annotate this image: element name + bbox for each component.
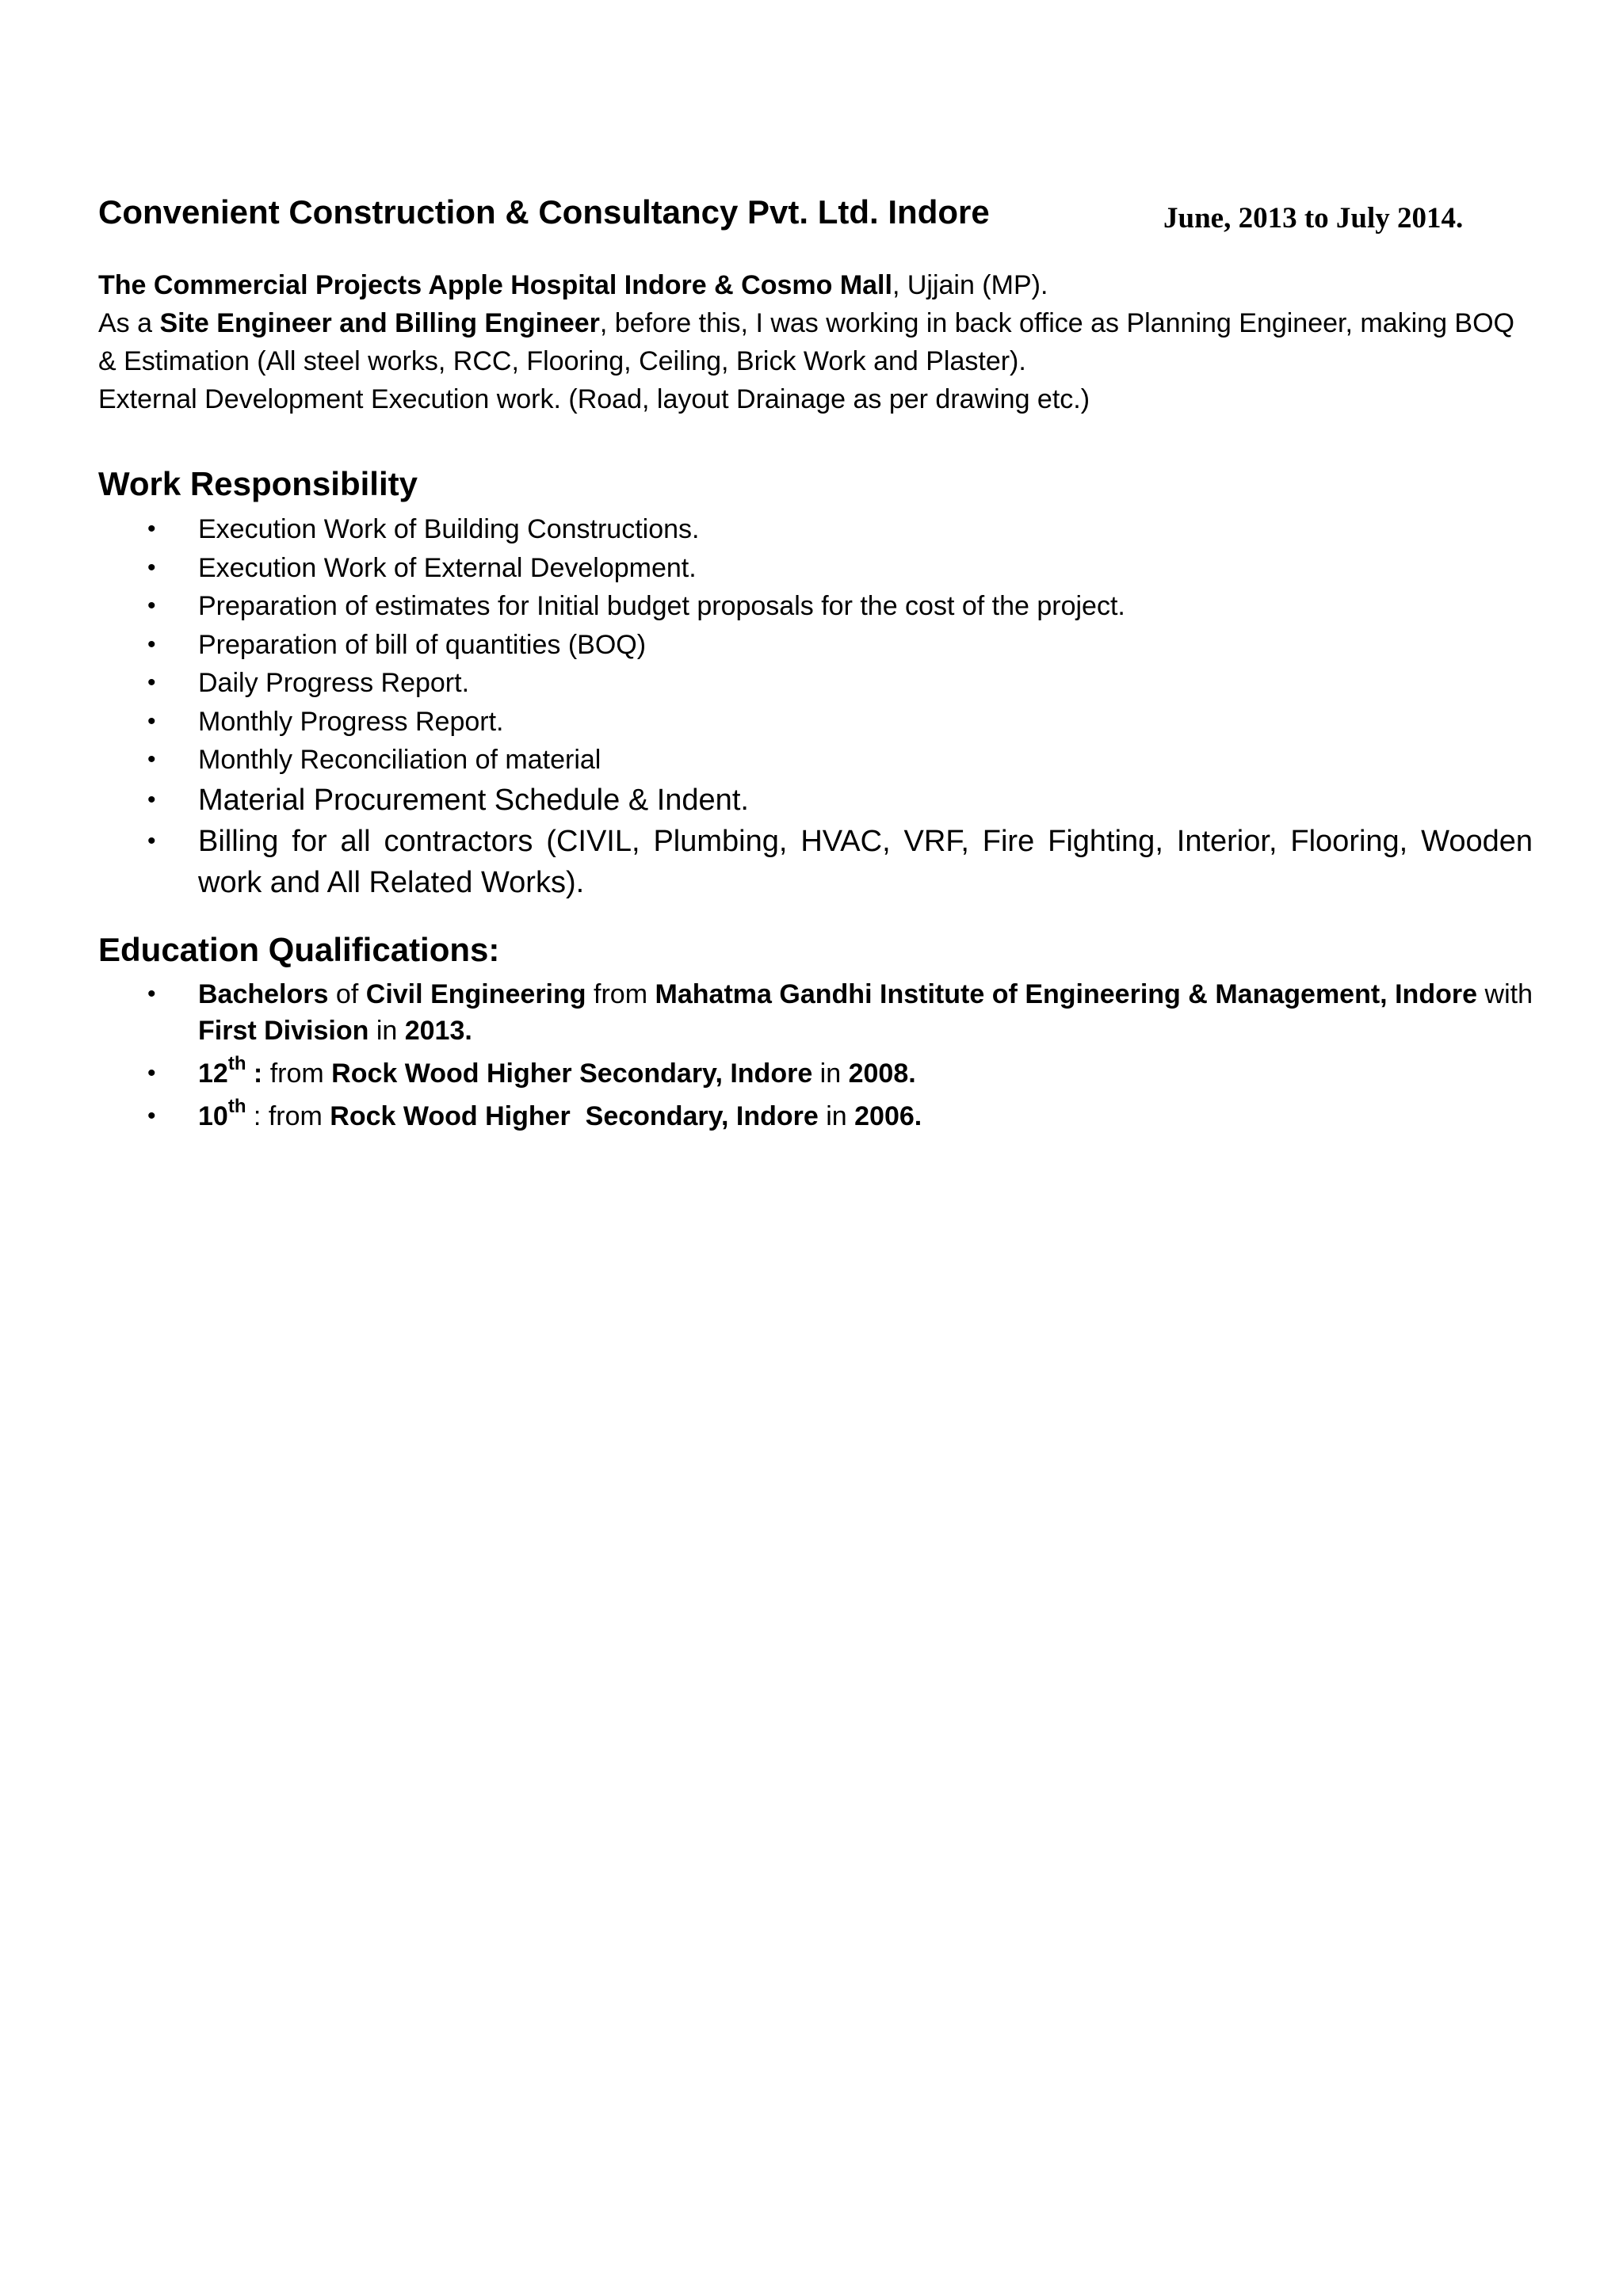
bullet-icon: • xyxy=(147,981,156,1007)
list-item-text: Daily Progress Report. xyxy=(198,668,470,698)
bullet-icon: • xyxy=(147,707,156,734)
education-item-twelfth xyxy=(98,1052,1533,1092)
bullet-icon: • xyxy=(147,827,156,854)
grade-year: 2008. xyxy=(848,1058,916,1089)
bullet-icon: • xyxy=(147,554,156,581)
role-description: , before this, I was working in back office as Planning Engineer, making BOQ & Estimation (All steel works, RCC, Flooring, Ceiling, Brick Work and Plaster). xyxy=(98,308,1514,376)
bullet-icon: • xyxy=(147,631,156,658)
degree-year: 2013. xyxy=(404,1016,472,1046)
text: in xyxy=(812,1058,849,1089)
list-item xyxy=(98,821,1533,903)
company-heading: Convenient Construction & Consultancy Pvt. Ltd. Indore xyxy=(98,193,990,231)
list-item xyxy=(98,587,1533,626)
grade-number: 12 xyxy=(198,1058,228,1089)
project-name: The Commercial Projects Apple Hospital Indore & Cosmo Mall xyxy=(98,270,892,300)
list-item-text: Material Procurement Schedule & Indent. xyxy=(198,783,749,817)
list-item-text: Monthly Reconciliation of material xyxy=(198,745,601,775)
school-name: Rock Wood Higher Secondary, Indore xyxy=(331,1058,813,1089)
degree-name: Bachelors xyxy=(198,979,329,1009)
text: in xyxy=(369,1016,405,1046)
text: from xyxy=(262,1058,332,1089)
text: with xyxy=(1477,979,1533,1009)
list-item xyxy=(98,703,1533,742)
external-development-line: External Development Execution work. (Road, layout Drainage as per drawing etc.) xyxy=(98,384,1090,414)
text: from xyxy=(586,979,655,1009)
role-prefix: As a xyxy=(98,308,160,338)
division: First Division xyxy=(198,1016,369,1046)
grade-suffix: th xyxy=(227,1052,246,1074)
bullet-icon: • xyxy=(147,786,156,813)
role-title: Site Engineer and Billing Engineer xyxy=(159,308,600,338)
grade-suffix: th xyxy=(227,1095,246,1117)
grade-year: 2006. xyxy=(854,1101,922,1131)
degree-field: Civil Engineering xyxy=(365,979,586,1009)
education-list xyxy=(98,976,1533,1141)
list-item xyxy=(98,626,1533,665)
school-name: Rock Wood Higher Secondary, Indore xyxy=(330,1101,819,1131)
list-item-text: Preparation of bill of quantities (BOQ) xyxy=(198,629,647,660)
bullet-icon: • xyxy=(147,1060,156,1086)
project-intro xyxy=(98,266,1533,418)
list-item-text: Execution Work of External Development. xyxy=(198,552,697,583)
list-item-text: Monthly Progress Report. xyxy=(198,706,504,737)
text: : xyxy=(246,1058,263,1089)
list-item-text: Billing for all contractors (CIVIL, Plumbing, HVAC, VRF, Fire Fighting, Interior, Flooring, Wooden work and All Related Works). xyxy=(198,824,1533,899)
list-item xyxy=(98,664,1533,703)
list-item xyxy=(98,549,1533,588)
text: : from xyxy=(246,1101,330,1131)
text: in xyxy=(818,1101,855,1131)
list-item xyxy=(98,510,1533,549)
text: of xyxy=(328,979,366,1009)
institute-name: Mahatma Gandhi Institute of Engineering & Management, Indore xyxy=(655,979,1478,1009)
grade-number: 10 xyxy=(198,1101,228,1131)
bullet-icon: • xyxy=(147,746,156,772)
list-item xyxy=(98,741,1533,780)
bullet-icon: • xyxy=(147,1103,156,1129)
list-item-text: Execution Work of Building Constructions. xyxy=(198,514,700,544)
project-line xyxy=(98,266,1533,304)
bullet-icon: • xyxy=(147,516,156,542)
role-line xyxy=(98,304,1533,380)
education-heading: Education Qualifications: xyxy=(98,931,500,968)
list-item xyxy=(98,780,1533,821)
project-location: , Ujjain (MP). xyxy=(892,270,1048,300)
employment-dates: June, 2013 to July 2014. xyxy=(1163,202,1464,235)
education-item-degree xyxy=(98,976,1533,1049)
work-responsibility-heading: Work Responsibility xyxy=(98,465,418,502)
education-item-tenth xyxy=(98,1095,1533,1135)
work-responsibility-list xyxy=(98,510,1533,903)
list-item-text: Preparation of estimates for Initial budget proposals for the cost of the project. xyxy=(198,591,1125,621)
bullet-icon: • xyxy=(147,669,156,696)
bullet-icon: • xyxy=(147,593,156,619)
